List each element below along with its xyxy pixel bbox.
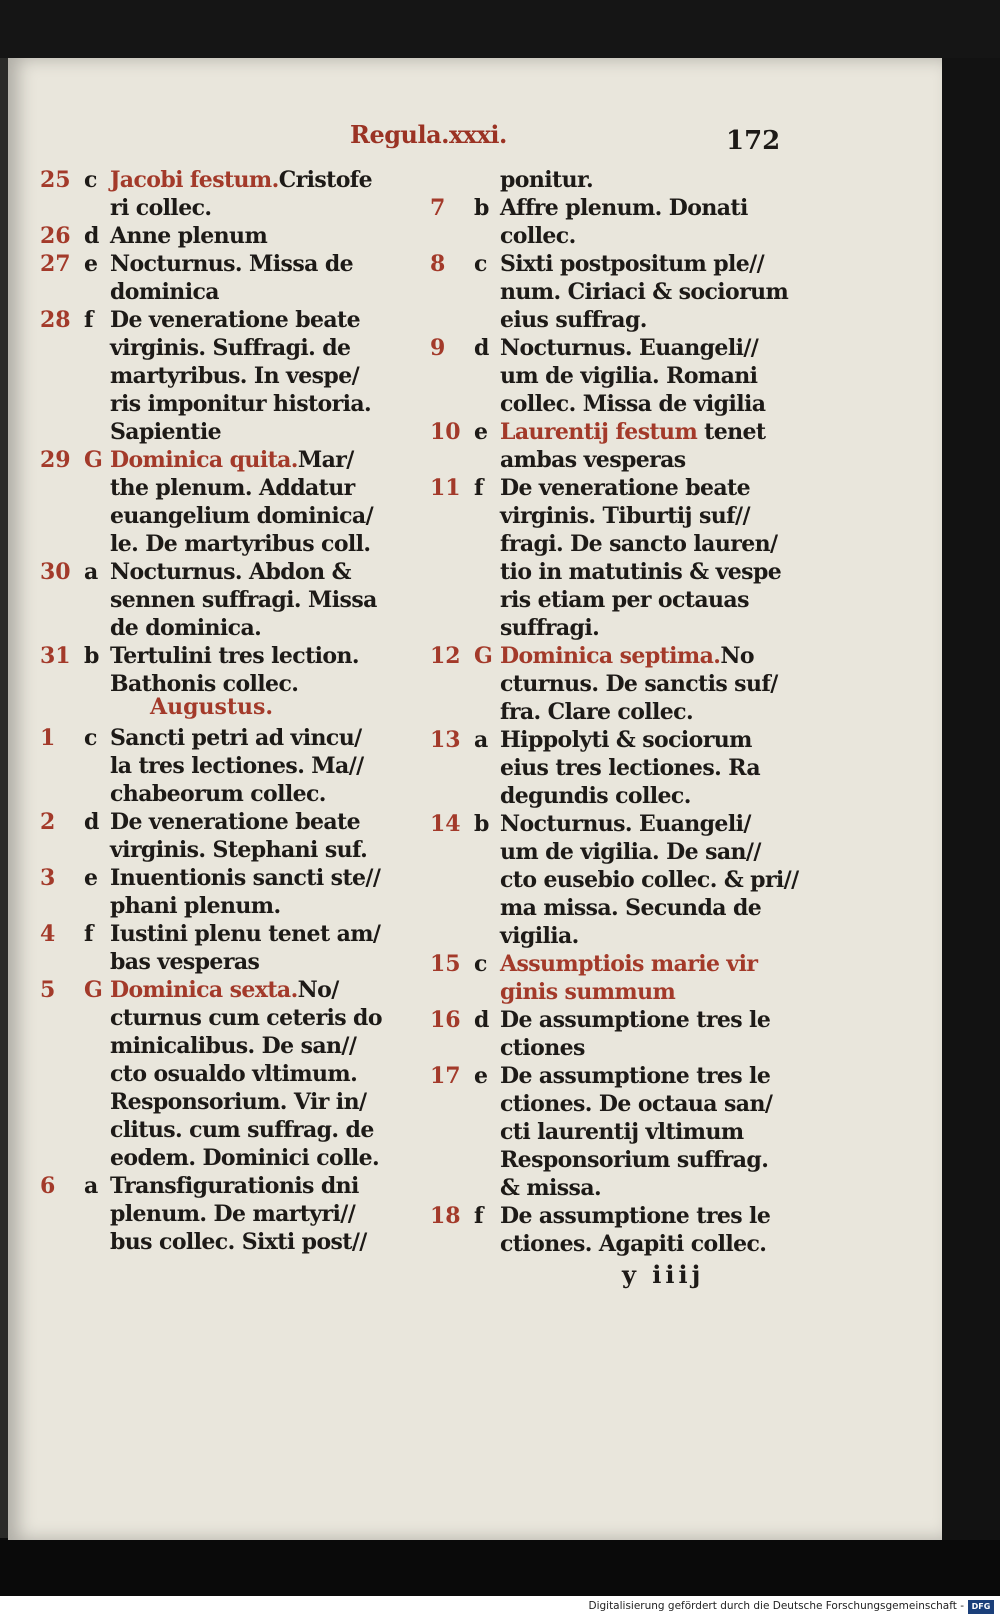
text-line xyxy=(110,976,400,1004)
text-line xyxy=(500,1230,780,1258)
entry-text xyxy=(500,950,780,1006)
day-number: 13 xyxy=(430,727,461,753)
scan-right-edge xyxy=(942,58,1000,1540)
body-text: No/ xyxy=(297,977,339,1003)
body-text: fragi. De sancto lauren/ xyxy=(500,531,778,557)
rubric-text: Assumptiois marie vir xyxy=(500,951,758,977)
text-line xyxy=(110,1200,400,1228)
body-text: vigilia. xyxy=(500,923,579,949)
calendar-entry xyxy=(430,1202,780,1258)
day-number: 16 xyxy=(430,1007,461,1033)
body-text: & missa. xyxy=(500,1175,602,1201)
text-line xyxy=(110,920,400,948)
body-text: cti laurentij vltimum xyxy=(500,1119,744,1145)
text-line xyxy=(500,838,799,866)
text-line xyxy=(500,586,781,614)
text-line xyxy=(110,614,400,642)
day-number: 10 xyxy=(430,419,461,445)
day-number: 12 xyxy=(430,643,461,669)
rubric-text: Dominica quita. xyxy=(110,447,298,473)
body-text: Affre plenum. Donati xyxy=(500,195,748,221)
text-line xyxy=(500,194,780,222)
scan-top-edge xyxy=(0,0,1000,58)
text-line xyxy=(110,306,400,334)
text-line xyxy=(110,362,400,390)
text-line xyxy=(500,390,780,418)
body-text: bas vesperas xyxy=(110,949,260,975)
text-line xyxy=(110,278,400,306)
body-text: sennen suffragi. Missa xyxy=(110,587,377,613)
text-line xyxy=(500,1174,780,1202)
calendar-entry xyxy=(40,642,400,698)
day-number: 7 xyxy=(430,195,446,221)
dominical-letter: a xyxy=(84,559,99,585)
body-text: ri collec. xyxy=(110,195,212,221)
rubric-text: ginis summum xyxy=(500,979,676,1005)
text-line xyxy=(110,752,400,780)
day-number: 18 xyxy=(430,1203,461,1229)
text-line xyxy=(110,948,400,976)
dominical-letter: e xyxy=(84,865,98,891)
body-text: De assumptione tres le xyxy=(500,1203,771,1229)
text-line xyxy=(110,724,400,752)
text-line xyxy=(500,950,780,978)
text-line xyxy=(500,306,788,334)
body-text: Inuentionis sancti ste// xyxy=(110,865,381,891)
day-number: 15 xyxy=(430,951,461,977)
body-text: minicalibus. De san// xyxy=(110,1033,357,1059)
dominical-letter: c xyxy=(474,951,488,977)
text-line xyxy=(110,418,400,446)
body-text: dominica xyxy=(110,279,219,305)
scan-bottom-edge xyxy=(0,1540,1000,1596)
body-text: ctiones. Agapiti collec. xyxy=(500,1231,767,1257)
text-line xyxy=(110,1172,400,1200)
entry-text xyxy=(500,194,780,250)
dominical-letter: d xyxy=(474,335,490,361)
text-line xyxy=(110,446,400,474)
dominical-letter: G xyxy=(474,643,493,669)
calendar-entry xyxy=(430,726,780,810)
body-text: Nocturnus. Euangeli// xyxy=(500,335,759,361)
day-number: 3 xyxy=(40,865,56,891)
dominical-letter: b xyxy=(84,643,100,669)
text-line xyxy=(110,222,400,250)
footer-credit: Digitalisierung gefördert durch die Deutsche Forschungsgemeinschaft - xyxy=(588,1600,964,1612)
entry-text xyxy=(110,808,400,864)
body-text: bus collec. Sixti post// xyxy=(110,1229,367,1255)
body-text: le. De martyribus coll. xyxy=(110,531,371,557)
text-line xyxy=(500,502,781,530)
text-line xyxy=(500,558,781,586)
rubric-text: Dominica sexta. xyxy=(110,977,298,1003)
calendar-entry xyxy=(40,920,400,976)
body-text: Hippolyti & sociorum xyxy=(500,727,752,753)
body-text: De veneratione beate xyxy=(500,475,750,501)
calendar-entry xyxy=(40,558,400,642)
text-line xyxy=(110,502,400,530)
entry-text xyxy=(500,726,780,810)
text-line xyxy=(500,614,781,642)
calendar-entry xyxy=(40,976,400,1172)
dominical-letter: e xyxy=(84,251,98,277)
body-text: De veneratione beate xyxy=(110,307,360,333)
body-text: degundis collec. xyxy=(500,783,691,809)
day-number: 17 xyxy=(430,1063,461,1089)
text-line xyxy=(500,1202,780,1230)
rubric-text: Laurentij festum xyxy=(500,419,698,445)
text-line xyxy=(500,250,788,278)
calendar-entry xyxy=(40,222,400,250)
body-text: Sancti petri ad vincu/ xyxy=(110,725,362,751)
text-line xyxy=(500,922,799,950)
body-text: Tertulini tres lection. xyxy=(110,643,359,669)
calendar-entry xyxy=(430,1062,780,1202)
text-line xyxy=(110,1144,400,1172)
entry-text xyxy=(500,1006,780,1062)
text-line xyxy=(110,530,400,558)
day-number: 31 xyxy=(40,643,71,669)
text-line xyxy=(110,586,400,614)
body-text: Sapientie xyxy=(110,419,221,445)
body-text: Mar/ xyxy=(297,447,354,473)
text-line xyxy=(500,1006,780,1034)
calendar-entry xyxy=(40,724,400,808)
text-line xyxy=(110,1228,400,1256)
entry-text xyxy=(500,250,788,334)
day-number: 26 xyxy=(40,223,71,249)
calendar-entry xyxy=(430,642,780,726)
entry-text xyxy=(110,446,400,558)
entry-text xyxy=(110,306,400,446)
text-line xyxy=(110,1088,400,1116)
left-column xyxy=(40,166,400,1256)
body-text: Nocturnus. Missa de xyxy=(110,251,353,277)
entry-text xyxy=(110,250,400,306)
entry-text xyxy=(500,1062,780,1202)
body-text: Nocturnus. Abdon & xyxy=(110,559,351,585)
text-line xyxy=(110,390,400,418)
folio-number: 172 xyxy=(726,126,781,156)
text-line xyxy=(500,474,781,502)
entry-text xyxy=(110,222,400,250)
text-line xyxy=(500,866,799,894)
text-line xyxy=(500,726,780,754)
body-text: de dominica. xyxy=(110,615,262,641)
text-line xyxy=(500,810,799,838)
body-text: Nocturnus. Euangeli/ xyxy=(500,811,751,837)
text-line xyxy=(500,530,781,558)
text-line xyxy=(500,782,780,810)
entry-text xyxy=(500,642,780,726)
continuation-line: ponitur. xyxy=(500,167,593,193)
dominical-letter: f xyxy=(474,475,484,501)
dominical-letter: b xyxy=(474,811,490,837)
body-text: Responsorium suffrag. xyxy=(500,1147,769,1173)
dominical-letter: e xyxy=(474,419,488,445)
text-line xyxy=(500,894,799,922)
body-text: chabeorum collec. xyxy=(110,781,326,807)
running-title: Regula.xxxi. xyxy=(350,120,507,149)
body-text: No xyxy=(720,643,754,669)
calendar-entry xyxy=(40,864,400,920)
dominical-letter: c xyxy=(84,725,98,751)
calendar-entry xyxy=(40,250,400,306)
day-number: 4 xyxy=(40,921,56,947)
body-text: Anne plenum xyxy=(110,223,268,249)
entry-text xyxy=(110,920,400,976)
body-text: martyribus. In vespe/ xyxy=(110,363,360,389)
dominical-letter: G xyxy=(84,977,103,1003)
day-number: 27 xyxy=(40,251,71,277)
text-line xyxy=(500,1090,780,1118)
calendar-entry xyxy=(430,950,780,1006)
text-line xyxy=(500,334,780,362)
calendar-entry xyxy=(40,1172,400,1256)
calendar-entry xyxy=(430,1006,780,1062)
body-text: plenum. De martyri// xyxy=(110,1201,356,1227)
text-line xyxy=(110,642,400,670)
day-number: 14 xyxy=(430,811,461,837)
entry-text xyxy=(500,474,781,642)
body-text: Responsorium. Vir in/ xyxy=(110,1089,367,1115)
body-text: collec. xyxy=(500,223,576,249)
dominical-letter: c xyxy=(474,251,488,277)
text-line xyxy=(500,642,780,670)
body-text: eius tres lectiones. Ra xyxy=(500,755,761,781)
body-text: euangelium dominica/ xyxy=(110,503,374,529)
body-text: ris imponitur historia. xyxy=(110,391,372,417)
body-text: De veneratione beate xyxy=(110,809,360,835)
body-text: the plenum. Addatur xyxy=(110,475,355,501)
body-text: tenet xyxy=(697,419,766,445)
body-text: eius suffrag. xyxy=(500,307,647,333)
rubric-text: Jacobi festum. xyxy=(110,167,279,193)
body-text: cturnus. De sanctis suf/ xyxy=(500,671,778,697)
body-text: Iustini plenu tenet am/ xyxy=(110,921,381,947)
body-text: virginis. Stephani suf. xyxy=(110,837,368,863)
calendar-entry xyxy=(430,474,780,642)
dominical-letter: b xyxy=(474,195,490,221)
text-line xyxy=(110,780,400,808)
text-line xyxy=(500,278,788,306)
entry-text xyxy=(500,810,799,950)
text-line xyxy=(500,446,780,474)
calendar-entry xyxy=(430,194,780,250)
month-heading: Augustus. xyxy=(150,694,274,720)
body-text: phani plenum. xyxy=(110,893,281,919)
entry-text xyxy=(110,976,400,1172)
text-line xyxy=(500,670,780,698)
entry-text xyxy=(500,334,780,418)
entry-text xyxy=(110,724,400,808)
day-number: 1 xyxy=(40,725,56,751)
text-line xyxy=(110,808,400,836)
body-text: virginis. Tiburtij suf// xyxy=(500,503,750,529)
body-text: fra. Clare collec. xyxy=(500,699,694,725)
calendar-entry xyxy=(40,808,400,864)
body-text: virginis. Suffragi. de xyxy=(110,335,351,361)
body-text: la tres lectiones. Ma// xyxy=(110,753,364,779)
calendar-entry xyxy=(40,166,400,222)
entry-text xyxy=(110,864,400,920)
text-line xyxy=(500,1062,780,1090)
dominical-letter: f xyxy=(84,921,94,947)
day-number: 5 xyxy=(40,977,56,1003)
dominical-letter: c xyxy=(84,167,98,193)
text-line xyxy=(500,754,780,782)
calendar-entry xyxy=(40,306,400,446)
day-number: 8 xyxy=(430,251,446,277)
day-number: 11 xyxy=(430,475,461,501)
day-number: 9 xyxy=(430,335,446,361)
text-line xyxy=(110,1060,400,1088)
entry-text xyxy=(110,166,400,222)
text-line xyxy=(500,222,780,250)
text-line xyxy=(500,1146,780,1174)
dfg-logo: DFG xyxy=(968,1600,994,1614)
text-line xyxy=(110,1116,400,1144)
dominical-letter: d xyxy=(84,809,100,835)
dominical-letter: f xyxy=(84,307,94,333)
dominical-letter: d xyxy=(474,1007,490,1033)
day-number: 2 xyxy=(40,809,56,835)
body-text: ctiones xyxy=(500,1035,585,1061)
body-text: ma missa. Secunda de xyxy=(500,895,762,921)
calendar-entry xyxy=(430,250,789,334)
text-line xyxy=(110,1004,400,1032)
text-line xyxy=(110,892,400,920)
dominical-letter: f xyxy=(474,1203,484,1229)
calendar-entry xyxy=(430,810,799,950)
body-text: eodem. Dominici colle. xyxy=(110,1145,380,1171)
entry-text xyxy=(500,1202,780,1258)
body-text: um de vigilia. De san// xyxy=(500,839,761,865)
text-line xyxy=(500,362,780,390)
dominical-letter: e xyxy=(474,1063,488,1089)
body-text: tio in matutinis & vespe xyxy=(500,559,782,585)
text-line xyxy=(500,1118,780,1146)
right-column xyxy=(430,166,799,1258)
dominical-letter: G xyxy=(84,447,103,473)
day-number: 30 xyxy=(40,559,71,585)
entry-text xyxy=(500,418,780,474)
text-line xyxy=(500,978,780,1006)
body-text: Transfigurationis dni xyxy=(110,1173,359,1199)
body-text: Bathonis collec. xyxy=(110,671,299,697)
body-text: ctiones. De octaua san/ xyxy=(500,1091,773,1117)
body-text: num. Ciriaci & sociorum xyxy=(500,279,789,305)
day-number: 29 xyxy=(40,447,71,473)
text-line xyxy=(110,836,400,864)
body-text: Sixti postpositum ple// xyxy=(500,251,765,277)
body-text: cto osualdo vltimum. xyxy=(110,1061,358,1087)
text-line xyxy=(500,698,780,726)
day-number: 6 xyxy=(40,1173,56,1199)
body-text: ambas vesperas xyxy=(500,447,686,473)
entry-text xyxy=(110,642,400,698)
body-text: cturnus cum ceteris do xyxy=(110,1005,382,1031)
text-line xyxy=(500,1034,780,1062)
entry-text xyxy=(110,558,400,642)
body-text: cto eusebio collec. & pri// xyxy=(500,867,799,893)
body-text: De assumptione tres le xyxy=(500,1063,771,1089)
text-line xyxy=(110,194,400,222)
text-line xyxy=(110,1032,400,1060)
text-line xyxy=(110,474,400,502)
body-text: um de vigilia. Romani xyxy=(500,363,758,389)
text-line xyxy=(110,166,400,194)
dominical-letter: a xyxy=(84,1173,99,1199)
day-number: 25 xyxy=(40,167,71,193)
calendar-entry xyxy=(40,446,400,558)
body-text: Cristofe xyxy=(278,167,373,193)
text-line xyxy=(500,418,780,446)
dominical-letter: d xyxy=(84,223,100,249)
footer-bar xyxy=(0,1596,1000,1620)
text-line xyxy=(110,558,400,586)
day-number: 28 xyxy=(40,307,71,333)
body-text: ris etiam per octauas xyxy=(500,587,749,613)
entry-text xyxy=(110,1172,400,1256)
dominical-letter: a xyxy=(474,727,489,753)
rubric-text: Dominica septima. xyxy=(500,643,721,669)
text-line xyxy=(110,864,400,892)
body-text: clitus. cum suffrag. de xyxy=(110,1117,374,1143)
text-line xyxy=(110,334,400,362)
text-line xyxy=(110,250,400,278)
calendar-entry xyxy=(430,418,780,474)
calendar-entry xyxy=(430,334,780,418)
body-text: De assumptione tres le xyxy=(500,1007,771,1033)
body-text: collec. Missa de vigilia xyxy=(500,391,766,417)
signature-mark: y iiij xyxy=(622,1260,705,1289)
body-text: suffragi. xyxy=(500,615,600,641)
